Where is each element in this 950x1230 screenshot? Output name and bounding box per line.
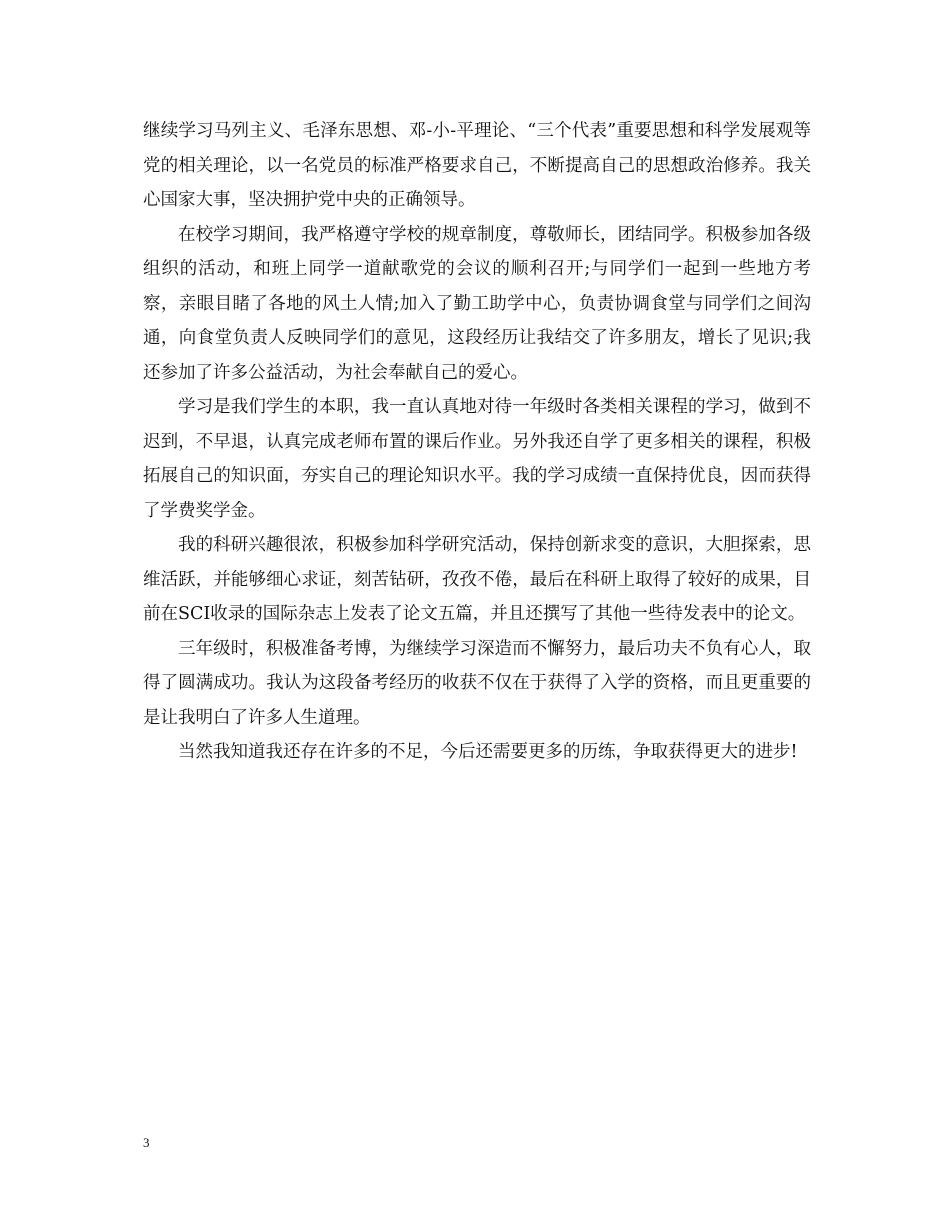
paragraph-4: 我的科研兴趣很浓，积极参加科学研究活动，保持创新求变的意识，大胆探索，思维活跃，并能够细心求证，刻苦钻研，孜孜不倦，最后在科研上取得了较好的成果，目前在SCI收录的国际杂志上发表了论文五篇，并且还撰写了其他一些待发表中的论文。 — [143, 535, 811, 624]
paragraph-1: 继续学习马列主义、毛泽东思想、邓-小-平理论、“三个代表”重要思想和科学发展观等党的相关理论，以一名党员的标准严格要求自己，不断提高自己的思想政治修养。我关心国家大事，坚决拥护党中央的正确领导。 — [143, 121, 811, 210]
paragraph-5: 三年级时，积极准备考博，为继续学习深造而不懈努力，最后功夫不负有心人，取得了圆满成功。我认为这段备考经历的收获不仅在于获得了入学的资格，而且更重要的是让我明白了许多人生道理。 — [143, 638, 811, 728]
paragraph-3: 学习是我们学生的本职，我一直认真地对待一年级时各类相关课程的学习，做到不迟到，不早退，认真完成老师布置的课后作业。另外我还自学了更多相关的课程，积极拓展自己的知识面，夯实自己的理论知识水平。我的学习成绩一直保持优良，因而获得了学费奖学金。 — [143, 397, 811, 521]
document-body — [143, 114, 811, 770]
page-number: 3 — [143, 1135, 150, 1150]
paragraph-6: 当然我知道我还存在许多的不足，今后还需要更多的历练，争取获得更大的进步! — [178, 742, 798, 762]
paragraph-2: 在校学习期间，我严格遵守学校的规章制度，尊敬师长，团结同学。积极参加各级组织的活动，和班上同学一道献歌党的会议的顺利召开;与同学们一起到一些地方考察，亲眼目睹了各地的风土人情;加入了勤工助学中心，负责协调食堂与同学们之间沟通，向食堂负责人反映同学们的意见，这段经历让我结交了许多朋友，增长了见识;我还参加了许多公益活动，为社会奉献自己的爱心。 — [143, 224, 811, 383]
